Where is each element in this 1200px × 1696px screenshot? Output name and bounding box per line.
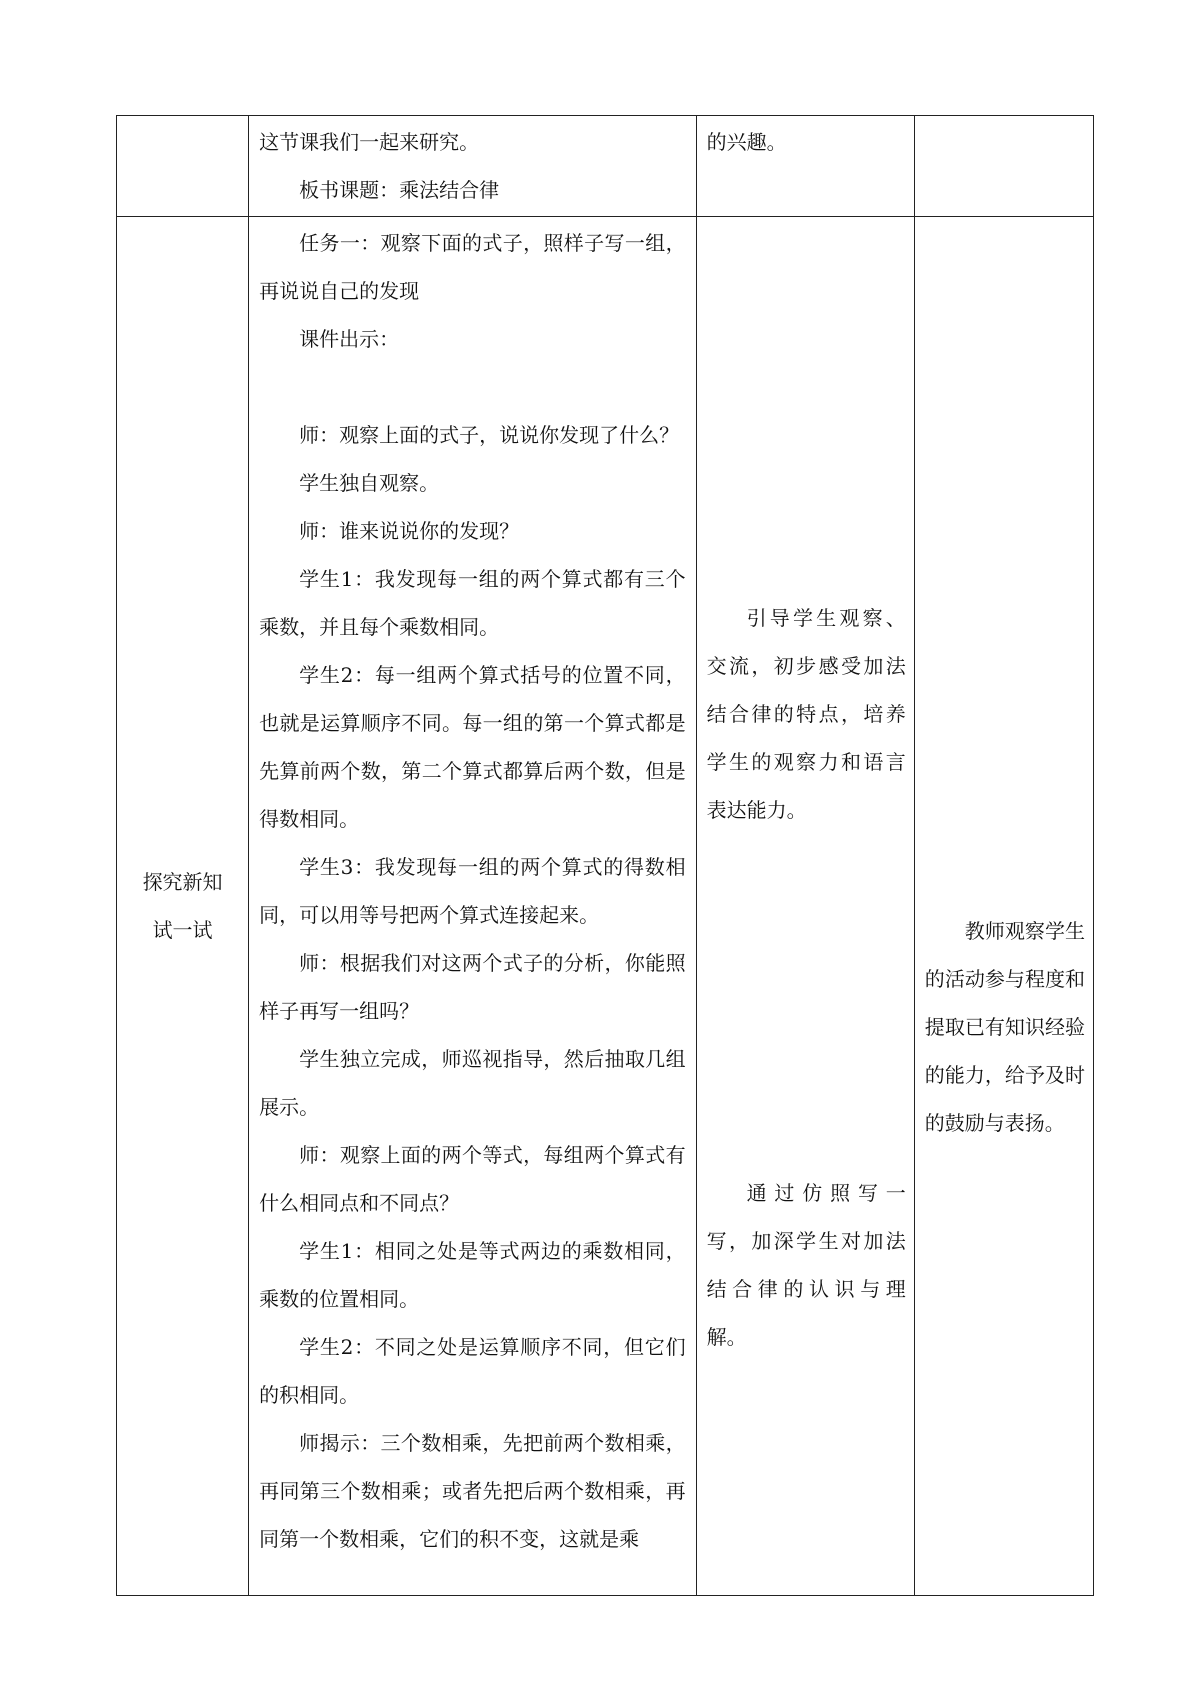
text-line: 学生独自观察。 xyxy=(299,471,440,495)
table-row xyxy=(117,116,1094,217)
activity-cell xyxy=(249,116,696,217)
intent-text: 通过仿照写一写，加深学生对加法结合律的认识与理解。 xyxy=(706,1181,906,1349)
lesson-plan-table xyxy=(116,115,1094,1596)
stage-label: 试一试 xyxy=(152,918,213,942)
blank-space xyxy=(707,834,906,1169)
text-line: 这节课我们一起来研究。 xyxy=(259,130,480,154)
blank-space xyxy=(925,217,1085,907)
blank-space xyxy=(259,363,685,411)
text-line: 师：观察上面的两个等式，每组两个算式有什么相同点和不同点？ xyxy=(259,1143,686,1215)
text-line: 师：谁来说说你的发现？ xyxy=(299,519,520,543)
assessment-cell xyxy=(914,217,1093,1596)
text-line: 课件出示： xyxy=(299,327,400,351)
text-line: 师：根据我们对这两个式子的分析，你能照样子再写一组吗？ xyxy=(259,951,686,1023)
board-title-line: 板书课题：乘法结合律 xyxy=(299,178,500,202)
text-line: 的兴趣。 xyxy=(706,130,787,154)
assessment-cell xyxy=(914,116,1093,217)
intent-cell xyxy=(696,217,914,1596)
text-line: 师揭示：三个数相乘，先把前两个数相乘，再同第三个数相乘；或者先把后两个数相乘，再同第一个数相乘，它们的积不变，这就是乘 xyxy=(259,1431,686,1551)
text-line: 学生独立完成，师巡视指导，然后抽取几组展示。 xyxy=(259,1047,686,1119)
text-line: 学生2：每一组两个算式括号的位置不同，也就是运算顺序不同。每一组的第一个算式都是先算前两个数，第二个算式都算后两个数，但是得数相同。 xyxy=(259,663,686,831)
assessment-text: 教师观察学生的活动参与程度和提取已有知识经验的能力，给予及时的鼓励与表扬。 xyxy=(924,919,1085,1135)
text-line: 学生1：我发现每一组的两个算式都有三个乘数，并且每个乘数相同。 xyxy=(259,567,686,639)
text-line: 学生3：我发现每一组的两个算式的得数相同，可以用等号把两个算式连接起来。 xyxy=(259,855,686,927)
text-line: 师：观察上面的式子，说说你发现了什么？ xyxy=(299,423,680,447)
activity-cell xyxy=(249,217,696,1596)
stage-cell xyxy=(117,116,249,217)
task-text: 任务一：观察下面的式子，照样子写一组，再说说自己的发现 xyxy=(259,231,686,303)
stage-label: 探究新知 xyxy=(142,870,223,894)
table-row xyxy=(117,217,1094,1596)
text-line: 学生1：相同之处是等式两边的乘数相同，乘数的位置相同。 xyxy=(259,1239,686,1311)
blank-space xyxy=(707,219,906,594)
intent-text: 引导学生观察、交流，初步感受加法结合律的特点，培养学生的观察力和语言表达能力。 xyxy=(706,606,906,822)
text-line: 学生2：不同之处是运算顺序不同，但它们的积相同。 xyxy=(259,1335,686,1407)
stage-cell xyxy=(117,217,249,1596)
intent-cell xyxy=(696,116,914,217)
